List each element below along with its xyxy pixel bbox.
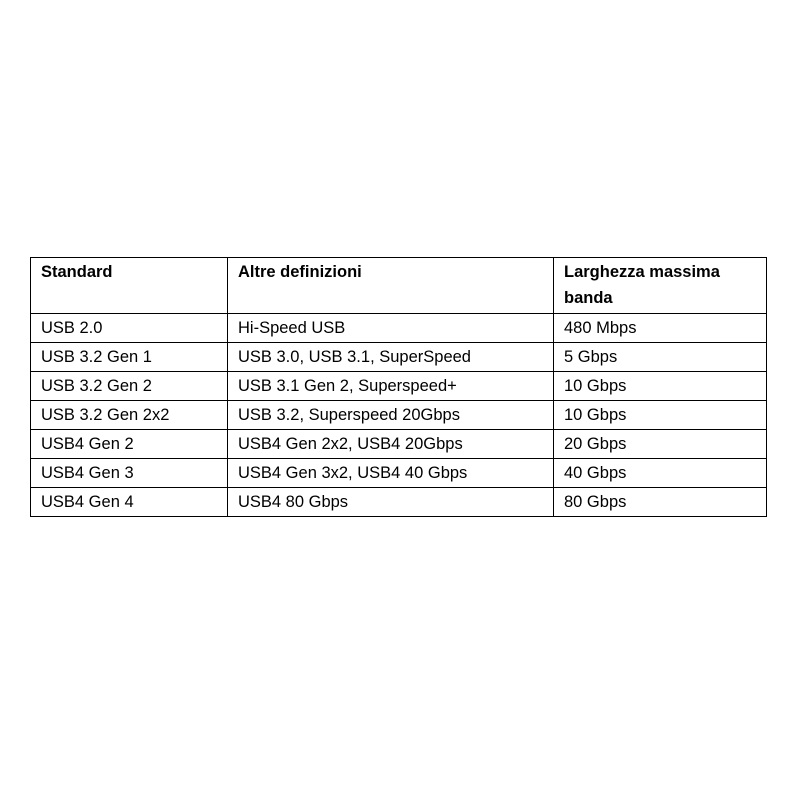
cell-larghezza-banda: 80 Gbps	[554, 488, 767, 517]
cell-altre-definizioni: USB 3.0, USB 3.1, SuperSpeed	[228, 343, 554, 372]
header-standard: Standard	[31, 258, 228, 314]
header-altre-definizioni: Altre definizioni	[228, 258, 554, 314]
table-row	[31, 430, 767, 459]
cell-standard: USB 3.2 Gen 1	[31, 343, 228, 372]
usb-standards-table	[30, 257, 767, 517]
cell-altre-definizioni: USB 3.2, Superspeed 20Gbps	[228, 401, 554, 430]
cell-altre-definizioni: Hi-Speed USB	[228, 314, 554, 343]
table-row	[31, 488, 767, 517]
header-row	[31, 258, 767, 314]
cell-standard: USB 3.2 Gen 2	[31, 372, 228, 401]
table-header	[31, 258, 767, 314]
cell-standard: USB4 Gen 3	[31, 459, 228, 488]
cell-larghezza-banda: 480 Mbps	[554, 314, 767, 343]
cell-standard: USB 3.2 Gen 2x2	[31, 401, 228, 430]
table-row	[31, 401, 767, 430]
header-larghezza-massima-banda: Larghezza massima banda	[554, 258, 767, 314]
cell-standard: USB4 Gen 4	[31, 488, 228, 517]
table-body	[31, 314, 767, 517]
cell-standard: USB4 Gen 2	[31, 430, 228, 459]
cell-larghezza-banda: 5 Gbps	[554, 343, 767, 372]
cell-larghezza-banda: 20 Gbps	[554, 430, 767, 459]
cell-larghezza-banda: 10 Gbps	[554, 401, 767, 430]
cell-altre-definizioni: USB 3.1 Gen 2, Superspeed+	[228, 372, 554, 401]
cell-standard: USB 2.0	[31, 314, 228, 343]
cell-larghezza-banda: 10 Gbps	[554, 372, 767, 401]
table-row	[31, 372, 767, 401]
cell-altre-definizioni: USB4 Gen 3x2, USB4 40 Gbps	[228, 459, 554, 488]
table-row	[31, 459, 767, 488]
table-row	[31, 314, 767, 343]
table-row	[31, 343, 767, 372]
cell-altre-definizioni: USB4 80 Gbps	[228, 488, 554, 517]
cell-larghezza-banda: 40 Gbps	[554, 459, 767, 488]
cell-altre-definizioni: USB4 Gen 2x2, USB4 20Gbps	[228, 430, 554, 459]
